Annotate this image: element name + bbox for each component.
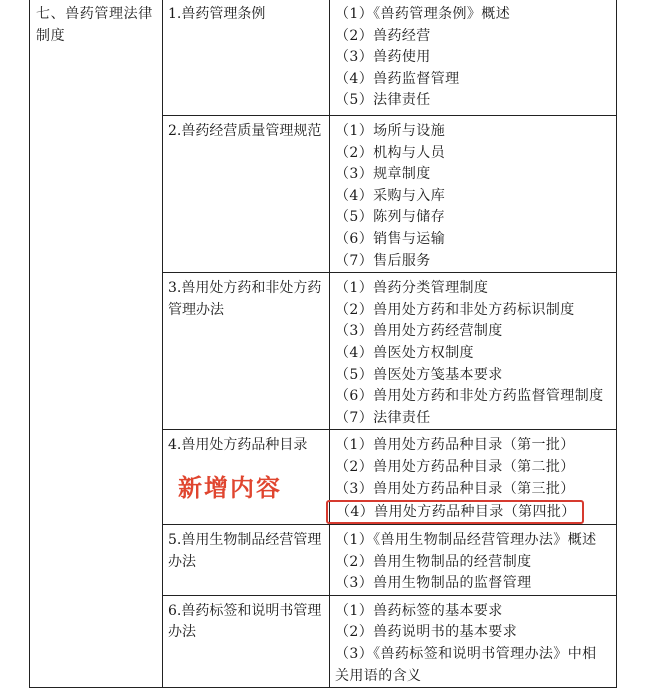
content-cell (330, 525, 617, 596)
item-title: 3.兽用处方药和非处方药管理办法 (168, 280, 322, 318)
item-title: 2.兽药经营质量管理规范 (168, 123, 322, 139)
content-cell (330, 116, 617, 273)
list-item: （5）陈列与储存 (335, 209, 446, 226)
list-item: （3）兽药使用 (335, 49, 431, 66)
unit-title: 七、兽药管理法律制度 (36, 6, 153, 44)
item-title: 1.兽药管理条例 (168, 6, 266, 22)
points-list (335, 530, 610, 595)
list-item: （7）法律责任 (335, 409, 431, 426)
list-item: （3）兽用生物制品的监督管理 (335, 575, 532, 592)
list-item: （5）法律责任 (335, 92, 431, 109)
list-item: （3）规章制度 (335, 166, 431, 183)
item-cell (163, 116, 330, 273)
list-item: （2）兽药经营 (335, 27, 431, 44)
points-list (335, 278, 610, 429)
highlight-box: （4）兽用处方药品种目录（第四批） (326, 500, 584, 524)
list-item: （4）兽药监督管理 (335, 70, 460, 87)
syllabus-table (29, 0, 617, 688)
list-item: （3）《兽药标签和说明书管理办法》中相关用语的含义 (335, 646, 597, 684)
list-item: （1）兽药标签的基本要求 (335, 602, 503, 619)
list-item: （6）销售与运输 (335, 230, 446, 247)
list-item: （1）《兽用生物制品经营管理办法》概述 (335, 532, 597, 549)
item-cell (163, 273, 330, 430)
list-item: （6）兽用处方药和非处方药监督管理制度 (335, 388, 604, 405)
content-cell (330, 0, 617, 116)
list-item: （1）《兽药管理条例》概述 (335, 6, 511, 22)
item-title: 5.兽用生物制品经营管理办法 (168, 532, 322, 570)
list-item: （4）兽医处方权制度 (335, 344, 474, 361)
list-item: （2）兽用处方药和非处方药标识制度 (335, 301, 575, 318)
item-title: 6.兽药标签和说明书管理办法 (168, 602, 322, 641)
list-item: （1）兽药分类管理制度 (335, 280, 489, 297)
list-item: （7）售后服务 (335, 252, 431, 269)
list-item: （3）兽用处方药品种目录（第三批） (335, 480, 575, 497)
unit-cell (30, 0, 163, 688)
item-cell (163, 595, 330, 687)
list-item: （5）兽医处方笺基本要求 (335, 366, 503, 383)
highlighted-list-item (335, 500, 610, 524)
list-item: （2）兽用处方药品种目录（第二批） (335, 458, 575, 475)
list-item: （4）采购与入库 (335, 187, 446, 204)
list-item: （2）兽用生物制品的经营制度 (335, 553, 532, 570)
points-list (335, 601, 610, 687)
list-item: （3）兽用处方药经营制度 (335, 323, 503, 340)
content-cell (330, 273, 617, 430)
item-cell (163, 525, 330, 596)
points-list (335, 4, 610, 112)
points-list (335, 121, 610, 272)
table-row (30, 0, 617, 116)
list-item: （1）场所与设施 (335, 123, 446, 139)
content-cell (330, 430, 617, 525)
list-item: （2）机构与人员 (335, 144, 446, 161)
list-item: （2）兽药说明书的基本要求 (335, 624, 518, 641)
new-content-annotation: 新增内容 (178, 474, 282, 502)
item-title: 4.兽用处方药品种目录 (168, 437, 308, 454)
list-item: （1）兽用处方药品种目录（第一批） (335, 437, 575, 454)
content-cell (330, 595, 617, 687)
item-cell (163, 0, 330, 116)
points-list (335, 435, 610, 524)
